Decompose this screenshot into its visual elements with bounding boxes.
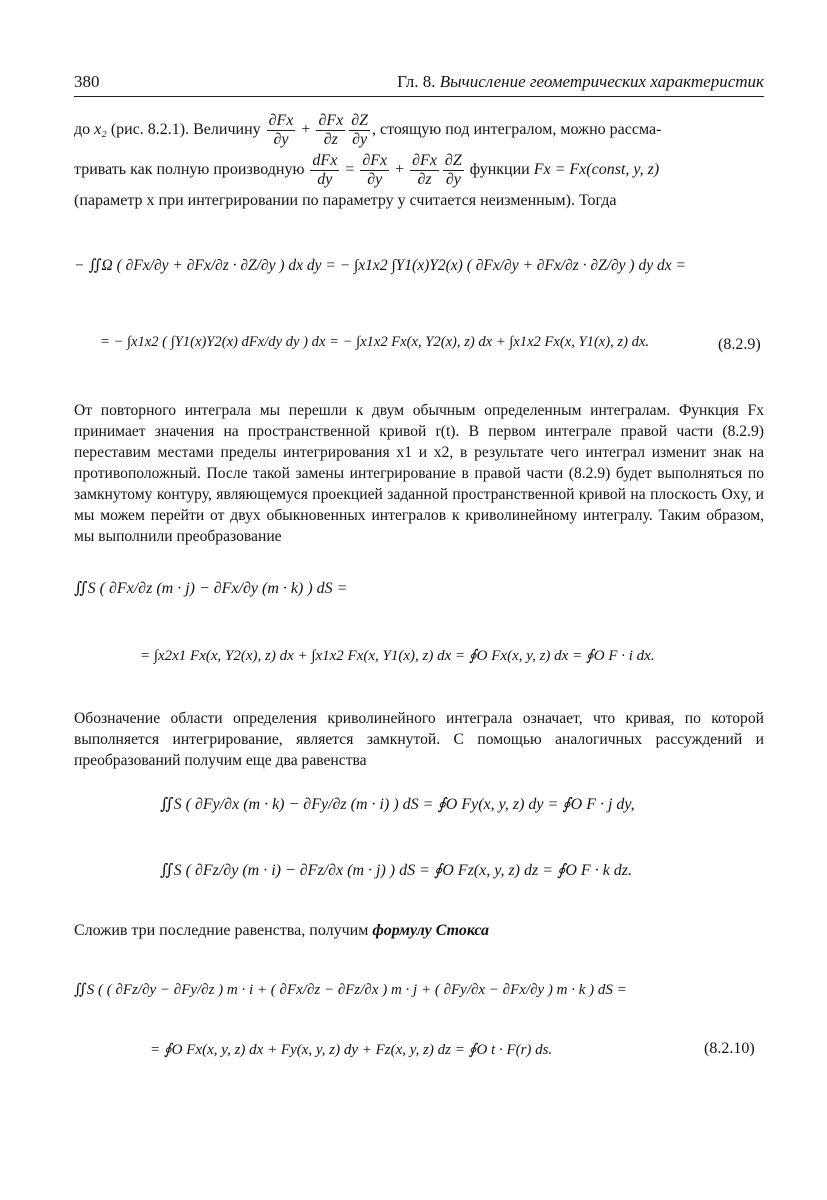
equation-8-2-9-line-2: = − ∫x1x2 ( ∫Y1(x)Y2(x) dFx/dy dy ) dx = − ∫x1x2 Fx(x, Y2(x), z) dx + ∫x1x2 Fx(x, Y1(x), z) dx. [100, 334, 650, 350]
text-line-2: тривать как полную производную $\frac{\text{dFx}}{dy}$ = $\frac{\partial Fx}{\partial y}$ + $\frac{\partial Fx}{\partial z}$ $\frac{\partial Z}{\partial y}$ функции Fx = Fx(const, y, z) [74, 152, 660, 188]
math-function: Fx = Fx(const, y, z) [533, 161, 660, 179]
stokes-formula-term: формулу Стокса [372, 922, 490, 939]
text-line-1: до x₂ (рис. 8.2.1). Величину $\frac{\partial Fx}{\partial y}$ + $\frac{\partial Fx}{\partial z}$ $\frac{\partial Z}{\partial y}$ , стоящую под интегралом, можно рассма- [74, 112, 662, 148]
equation-number-8-2-9: (8.2.9) [718, 336, 761, 353]
fraction-dZ-dy: $\frac{\partial Z}{\partial y}$ [444, 152, 462, 188]
text-line-3: (параметр x при интегрировании по параметру y считается неизменным). Тогда [74, 192, 617, 209]
equation-fy: ∬S ( ∂Fy/∂x (m · k) − ∂Fy/∂z (m · i) ) dS = ∮O Fy(x, y, z) dy = ∮O F · j dy, [160, 796, 635, 813]
fraction-dFx-dy: $\frac{\partial Fx}{\partial y}$ [268, 112, 294, 148]
paragraph-1: От повторного интеграла мы перешли к двум обычным определенным интегралам. Функция Fx принимает значения на пространственной кривой r(t). В первом интеграле правой части (8.2.9) переставим местами пределы интегрирования x1 и x2, в результате чего интеграл изменит знак на противоположный. После такой замены интегрирование в правой части (8.2.9) будет выполняться по замкнутому контуру, являющемуся проекцией заданной пространственной кривой на плоскость Oxy, и мы можем перейти от двух обыкновенных интегралов к криволинейному интегралу. Таким образом, мы выполнили преобразование [74, 402, 764, 545]
fraction-dFx-dz: $\frac{\partial Fx}{\partial z}$ [412, 152, 437, 188]
equation-transform-line-2: = ∫x2x1 Fx(x, Y2(x), z) dx + ∫x1x2 Fx(x, Y1(x), z) dx = ∮O Fx(x, y, z) dx = ∮O F · i dx. [140, 648, 655, 664]
math-x2: x₂ [94, 121, 107, 139]
fraction-dFx-dy: $\frac{\partial Fx}{\partial y}$ [362, 152, 388, 188]
text-fragment: , стоящую под интегралом, можно рассма- [372, 121, 662, 139]
text-fragment: Сложив три последние равенства, получим [74, 922, 369, 939]
equation-fz: ∬S ( ∂Fz/∂y (m · i) − ∂Fz/∂x (m · j) ) dS = ∮O Fz(x, y, z) dz = ∮O F · k dz. [160, 862, 633, 879]
chapter-label: Гл. 8. [397, 72, 436, 91]
chapter-heading [397, 72, 764, 92]
text-fragment: до [74, 121, 91, 139]
equation-8-2-10-line-1: ∬S ( ( ∂Fz/∂y − ∂Fy/∂z ) m · i + ( ∂Fx/∂z − ∂Fz/∂x ) m · j + ( ∂Fy/∂x − ∂Fx/∂y ) m · k ) dS = [74, 982, 627, 998]
chapter-title: Вычисление геометрических характеристик [439, 72, 764, 91]
paragraph-2: Обозначение области определения криволинейного интеграла означает, что кривая, по которой выполняется интегрирование, является замкнутой. С помощью аналогичных рассуждений и преобразований получим еще два равенства [74, 710, 764, 769]
equation-8-2-10-line-2: = ∮O Fx(x, y, z) dx + Fy(x, y, z) dy + Fz(x, y, z) dz = ∮O t · F(r) ds. [150, 1042, 553, 1058]
equation-number-8-2-10: (8.2.10) [704, 1040, 755, 1057]
equation-8-2-9-line-1: − ∬Ω ( ∂Fx/∂y + ∂Fx/∂z · ∂Z/∂y ) dx dy = − ∫x1x2 ∫Y1(x)Y2(x) ( ∂Fx/∂y + ∂Fx/∂z · ∂Z/∂y ) dy dx = [74, 257, 686, 274]
fraction-dFx-dy-total: $\frac{\text{dFx}}{dy}$ [312, 152, 338, 188]
text-fragment: (рис. 8.2.1). Величину [110, 121, 261, 139]
running-header [74, 70, 764, 97]
fraction-dZ-dy: $\frac{\partial Z}{\partial y}$ [351, 112, 369, 148]
paragraph-3 [74, 922, 489, 940]
equation-transform-line-1: ∬S ( ∂Fx/∂z (m · j) − ∂Fx/∂y (m · k) ) dS = [74, 580, 348, 597]
fraction-dFx-dz: $\frac{\partial Fx}{\partial z}$ [318, 112, 344, 148]
text-fragment: тривать как полную производную [74, 161, 305, 179]
page-number: 380 [74, 72, 100, 91]
text-fragment: функции [469, 161, 530, 179]
